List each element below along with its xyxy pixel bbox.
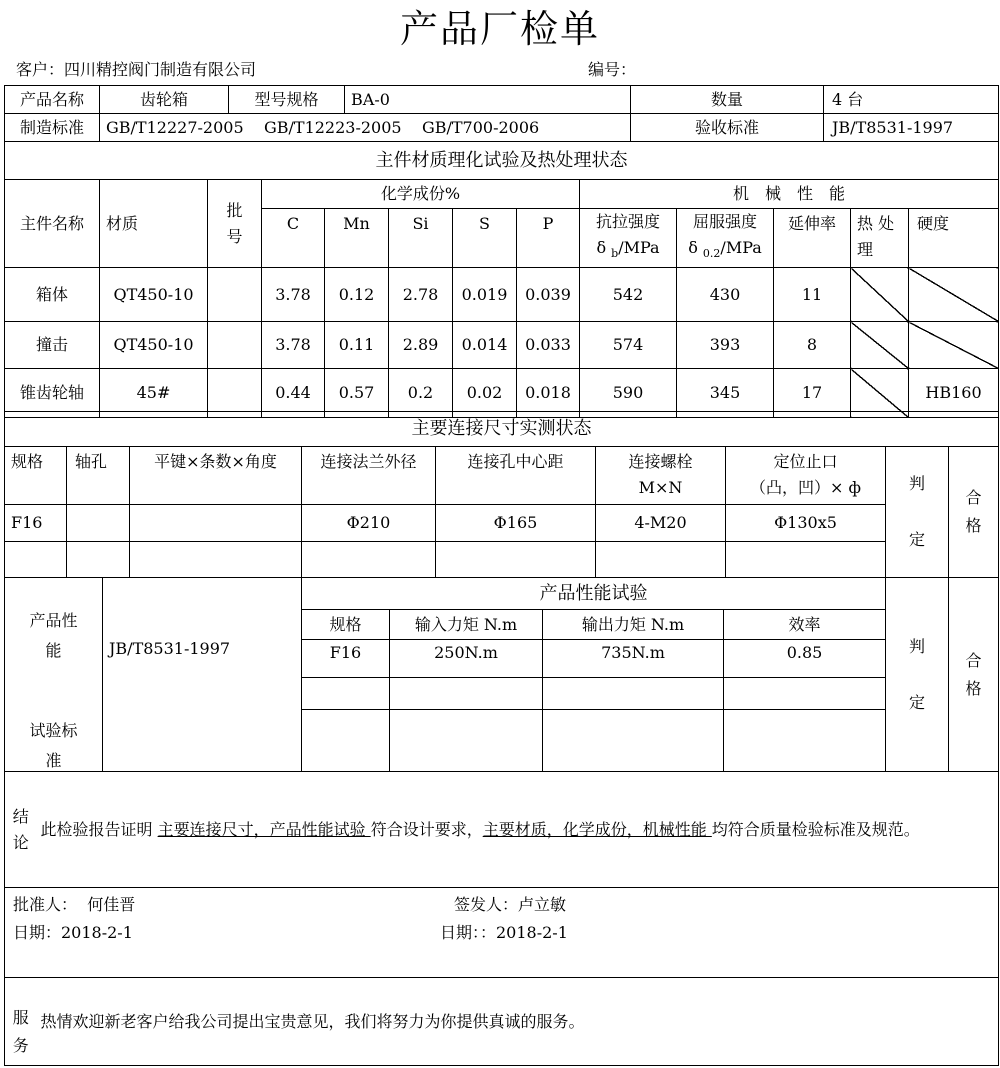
cell-empty xyxy=(5,542,67,578)
col-yield xyxy=(677,209,774,268)
service-text: 热情欢迎新老客户给我公司提出宝贵意见，我们将努力为你提供真诚的服务。 xyxy=(37,978,999,1066)
table-row xyxy=(5,268,999,322)
cell-c: 3.78 xyxy=(262,268,325,322)
std-value: GB/T12227-2005 GB/T12223-2005 GB/T700-2006 xyxy=(100,114,631,142)
table-row xyxy=(5,542,999,578)
cell-heat xyxy=(851,268,909,322)
table-row xyxy=(5,505,999,542)
table-row xyxy=(5,322,999,369)
perf-std-label: 试验标 准 xyxy=(29,721,78,770)
col-flange: 连接法兰外径 xyxy=(302,447,436,505)
cell-mat: 45# xyxy=(100,369,208,418)
cell-mat: QT450-10 xyxy=(100,268,208,322)
col-batch: 批 号 xyxy=(208,180,262,268)
tensile-unit: δ $_b$/MPa xyxy=(596,238,660,261)
cell-si: 2.89 xyxy=(389,322,453,369)
col-hole-center: 连接孔中心距 xyxy=(436,447,596,505)
conclusion-label: 结 论 xyxy=(5,772,37,888)
cell-empty xyxy=(390,678,543,710)
cell-c: 3.78 xyxy=(262,322,325,369)
cell-tensile: 590 xyxy=(580,369,677,418)
yield-label: 屈服强度 xyxy=(692,212,757,231)
signature-cell xyxy=(5,888,999,978)
cell-spec: F16 xyxy=(5,505,67,542)
col-in-torque: 输入力矩 N.m xyxy=(390,610,543,640)
material-table xyxy=(4,141,999,418)
customer-name: 四川精控阀门制造有限公司 xyxy=(64,60,257,79)
col-part-name: 主件名称 xyxy=(5,180,100,268)
perf-std-value: JB/T8531-1997 xyxy=(103,578,302,772)
col-p: P xyxy=(517,209,580,268)
cell-si: 0.2 xyxy=(389,369,453,418)
cell-elong: 8 xyxy=(774,322,851,369)
conclusion-text: 此检验报告证明 主要连接尺寸，产品性能试验 符合设计要求，主要材质，化学成份，机械性能 均符合质量检验标准及规范。 xyxy=(37,772,999,888)
cell-spigot: Φ130x5 xyxy=(726,505,886,542)
cell-part: 箱体 xyxy=(5,268,100,322)
cell-mn: 0.57 xyxy=(325,369,389,418)
cell-eff: 0.85 xyxy=(724,640,886,678)
cell-shaft xyxy=(67,505,130,542)
col-out-torque: 输出力矩 N.m xyxy=(543,610,724,640)
col-material: 材质 xyxy=(100,180,208,268)
perf-left-label: 产品性 能 xyxy=(29,611,78,660)
col-elong: 延伸率 xyxy=(774,209,851,268)
product-name: 齿轮箱 xyxy=(100,86,229,114)
col-heat: 热 处 理 xyxy=(851,209,909,268)
cell-yield: 345 xyxy=(677,369,774,418)
material-section-title: 主件材质理化试验及热处理状态 xyxy=(5,142,999,180)
issuer-line xyxy=(454,892,566,918)
cell-part: 撞击 xyxy=(5,322,100,369)
cell-in-torque: 250N.m xyxy=(390,640,543,678)
mech-title: 机 械 性 能 xyxy=(580,180,999,209)
cell-empty xyxy=(543,678,724,710)
col-shaft: 轴孔 xyxy=(67,447,130,505)
qty-label: 数量 xyxy=(631,86,824,114)
approver-line xyxy=(13,892,135,918)
cell-empty xyxy=(302,678,390,710)
conclusion-underline-1: 主要连接尺寸，产品性能试验 xyxy=(157,819,371,839)
chem-title: 化学成份% xyxy=(262,180,580,209)
accept-label: 验收标准 xyxy=(631,114,824,142)
col-si: Si xyxy=(389,209,453,268)
cell-s: 0.019 xyxy=(453,268,517,322)
model-label: 型号规格 xyxy=(229,86,345,114)
cell-p: 0.039 xyxy=(517,268,580,322)
cell-empty xyxy=(302,710,390,772)
date-1: 日期：2018-2-1 xyxy=(13,923,133,942)
col-perf-spec: 规格 xyxy=(302,610,390,640)
perf-result: 合 格 xyxy=(949,578,999,772)
cell-empty xyxy=(726,542,886,578)
customer-label: 客户： xyxy=(16,60,65,79)
issuer-name: 卢立敏 xyxy=(518,895,567,914)
col-key: 平键×条数×角度 xyxy=(130,447,302,505)
cell-p: 0.033 xyxy=(517,322,580,369)
cell-empty xyxy=(724,710,886,772)
cell-hardness xyxy=(909,268,999,322)
cell-mat: QT450-10 xyxy=(100,322,208,369)
dims-result: 合 格 xyxy=(949,447,999,578)
cell-batch xyxy=(208,322,262,369)
accept-value: JB/T8531-1997 xyxy=(824,114,999,142)
cell-s: 0.02 xyxy=(453,369,517,418)
perf-section-title: 产品性能试验 xyxy=(302,578,886,610)
cell-empty xyxy=(67,542,130,578)
issuer-label: 签发人： xyxy=(454,895,519,914)
cell-empty xyxy=(302,542,436,578)
cell-tensile: 574 xyxy=(580,322,677,369)
col-tensile xyxy=(580,209,677,268)
cell-yield: 393 xyxy=(677,322,774,369)
col-bolt: 连接螺栓 M×N xyxy=(596,447,726,505)
col-eff: 效率 xyxy=(724,610,886,640)
cell-perf-spec: F16 xyxy=(302,640,390,678)
cell-empty xyxy=(596,542,726,578)
approver-label: 批准人： xyxy=(13,895,78,914)
conclusion-underline-2: 主要材质，化学成份，机械性能 xyxy=(482,819,712,839)
cell-c: 0.44 xyxy=(262,369,325,418)
col-mn: Mn xyxy=(325,209,389,268)
dims-judge: 判 定 xyxy=(886,447,949,578)
cell-tensile: 542 xyxy=(580,268,677,322)
cell-hardness xyxy=(909,322,999,369)
date-2: 日期：：2018-2-1 xyxy=(440,923,568,942)
cell-empty xyxy=(436,542,596,578)
cell-part: 锥齿轮轴 xyxy=(5,369,100,418)
cell-empty xyxy=(130,542,302,578)
footer-table xyxy=(4,771,999,1066)
cell-s: 0.014 xyxy=(453,322,517,369)
approver-name: 何佳晋 xyxy=(87,895,136,914)
dims-table xyxy=(4,411,999,578)
model-value: BA-0 xyxy=(345,86,631,114)
std-label: 制造标准 xyxy=(5,114,100,142)
cell-batch xyxy=(208,268,262,322)
cell-p: 0.018 xyxy=(517,369,580,418)
col-spec: 规格 xyxy=(5,447,67,505)
perf-left-cell xyxy=(5,578,103,772)
col-hardness: 硬度 xyxy=(909,209,999,268)
cell-key xyxy=(130,505,302,542)
tensile-label: 抗拉强度 xyxy=(595,212,660,231)
cell-flange: Φ210 xyxy=(302,505,436,542)
service-label: 服 务 xyxy=(5,978,37,1066)
info-table xyxy=(4,85,999,142)
number-label: 编号： xyxy=(588,60,637,79)
perf-judge: 判 定 xyxy=(886,578,949,772)
cell-hardness: HB160 xyxy=(909,369,999,418)
cell-bolt: 4-M20 xyxy=(596,505,726,542)
cell-empty xyxy=(543,710,724,772)
col-spigot: 定位止口 （凸，凹）× ф xyxy=(726,447,886,505)
cell-mn: 0.11 xyxy=(325,322,389,369)
product-name-label: 产品名称 xyxy=(5,86,100,114)
page-title: 产品厂检单 xyxy=(399,7,600,51)
yield-unit: δ $_{0.2}$/MPa xyxy=(688,238,762,261)
customer-line xyxy=(16,60,256,80)
col-s: S xyxy=(453,209,517,268)
col-c: C xyxy=(262,209,325,268)
cell-yield: 430 xyxy=(677,268,774,322)
cell-out-torque: 735N.m xyxy=(543,640,724,678)
cell-elong: 17 xyxy=(774,369,851,418)
cell-empty xyxy=(390,710,543,772)
cell-si: 2.78 xyxy=(389,268,453,322)
qty-value: 4 台 xyxy=(824,86,999,114)
cell-hole-center: Φ165 xyxy=(436,505,596,542)
cell-elong: 11 xyxy=(774,268,851,322)
cell-mn: 0.12 xyxy=(325,268,389,322)
dims-section-title: 主要连接尺寸实测状态 xyxy=(5,412,999,447)
cell-heat xyxy=(851,322,909,369)
perf-table xyxy=(4,577,999,772)
cell-empty xyxy=(724,678,886,710)
